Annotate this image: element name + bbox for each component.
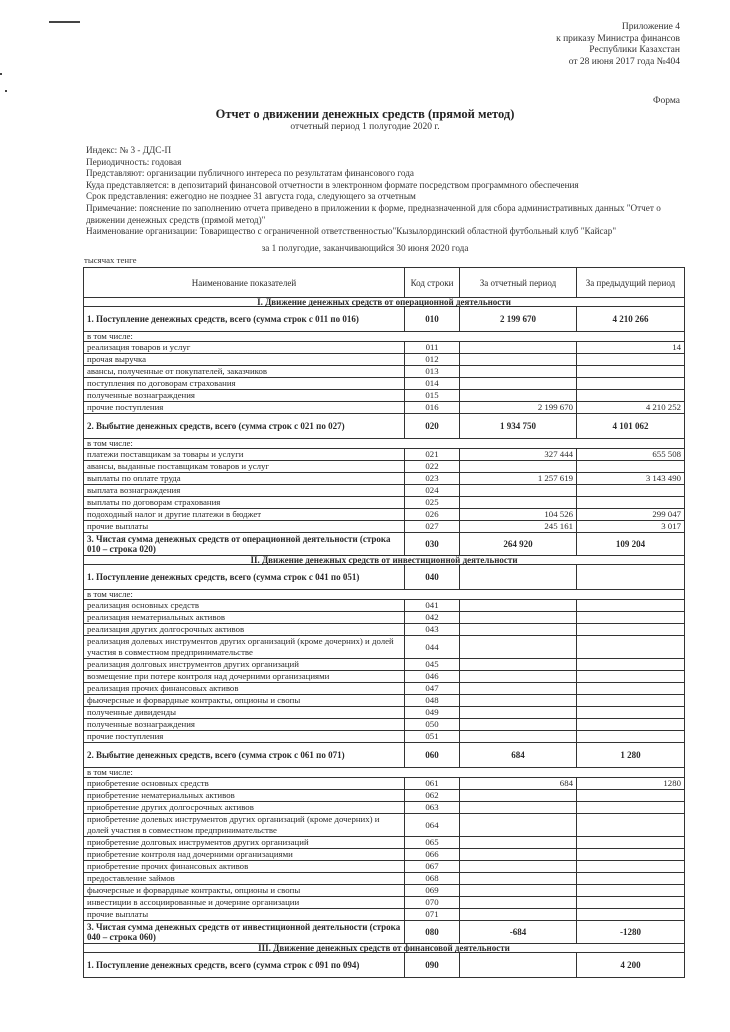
table-row bbox=[84, 885, 685, 897]
row-code: 080 bbox=[405, 921, 460, 944]
row-current-value bbox=[460, 461, 577, 473]
row-current-value bbox=[460, 624, 577, 636]
row-previous-value bbox=[577, 485, 685, 497]
row-label: прочие выплаты bbox=[84, 909, 405, 921]
header-previous: За предыдущий период bbox=[577, 268, 685, 298]
row-code: 013 bbox=[405, 366, 460, 378]
row-label: авансы, полученные от покупателей, заказчиков bbox=[84, 366, 405, 378]
table-row bbox=[84, 849, 685, 861]
row-code: 050 bbox=[405, 719, 460, 731]
table-row bbox=[84, 354, 685, 366]
row-code: 061 bbox=[405, 778, 460, 790]
row-label: поступления по договорам страхования bbox=[84, 378, 405, 390]
row-previous-value bbox=[577, 837, 685, 849]
row-label: прочие выплаты bbox=[84, 521, 405, 533]
row-label: 1. Поступление денежных средств, всего (сумма строк с 091 по 094) bbox=[84, 953, 405, 978]
row-code: 047 bbox=[405, 683, 460, 695]
table-row bbox=[84, 671, 685, 683]
scan-artifact-dot bbox=[0, 73, 2, 75]
table-row bbox=[84, 659, 685, 671]
row-current-value bbox=[460, 873, 577, 885]
table-row bbox=[84, 802, 685, 814]
row-previous-value bbox=[577, 636, 685, 659]
row-previous-value bbox=[577, 814, 685, 837]
row-previous-value bbox=[577, 897, 685, 909]
row-current-value bbox=[460, 719, 577, 731]
row-current-value bbox=[460, 612, 577, 624]
row-previous-value: 3 017 bbox=[577, 521, 685, 533]
approval-note bbox=[556, 22, 680, 68]
row-code: 041 bbox=[405, 600, 460, 612]
row-previous-value: 4 101 062 bbox=[577, 414, 685, 439]
row-code: 042 bbox=[405, 612, 460, 624]
row-current-value bbox=[460, 497, 577, 509]
row-label: прочие поступления bbox=[84, 402, 405, 414]
row-current-value: 264 920 bbox=[460, 533, 577, 556]
row-label: приобретение долевых инструментов других организаций (кроме дочерних) и долей участия в совместном предпринимательстве bbox=[84, 814, 405, 837]
row-label: 3. Чистая сумма денежных средств от операционной деятельности (строка 010 – строка 020) bbox=[84, 533, 405, 556]
including-label: в том числе: bbox=[84, 439, 685, 449]
page-title: Отчет о движении денежных средств (прямой метод) bbox=[215, 107, 515, 121]
row-previous-value bbox=[577, 707, 685, 719]
row-label: приобретение нематериальных активов bbox=[84, 790, 405, 802]
row-previous-value: 4 210 252 bbox=[577, 402, 685, 414]
row-code: 069 bbox=[405, 885, 460, 897]
section-title: I. Движение денежных средств от операционной деятельности bbox=[84, 298, 685, 307]
row-current-value bbox=[460, 790, 577, 802]
row-code: 063 bbox=[405, 802, 460, 814]
table-row bbox=[84, 390, 685, 402]
table-row bbox=[84, 497, 685, 509]
row-label: возмещение при потере контроля над дочерними организациями bbox=[84, 671, 405, 683]
row-code: 026 bbox=[405, 509, 460, 521]
row-previous-value: 1 280 bbox=[577, 743, 685, 768]
table-row bbox=[84, 636, 685, 659]
row-current-value bbox=[460, 814, 577, 837]
row-current-value bbox=[460, 802, 577, 814]
row-previous-value: 4 200 bbox=[577, 953, 685, 978]
net-total-row bbox=[84, 921, 685, 944]
row-previous-value bbox=[577, 461, 685, 473]
table-row bbox=[84, 366, 685, 378]
row-current-value bbox=[460, 485, 577, 497]
row-previous-value: 655 508 bbox=[577, 449, 685, 461]
table-row bbox=[84, 897, 685, 909]
row-previous-value bbox=[577, 624, 685, 636]
inflow-total-row bbox=[84, 307, 685, 332]
row-current-value bbox=[460, 885, 577, 897]
row-previous-value bbox=[577, 731, 685, 743]
row-previous-value bbox=[577, 354, 685, 366]
table-row bbox=[84, 719, 685, 731]
row-code: 010 bbox=[405, 307, 460, 332]
section-header-row bbox=[84, 944, 685, 953]
row-code: 068 bbox=[405, 873, 460, 885]
row-label: авансы, выданные поставщикам товаров и услуг bbox=[84, 461, 405, 473]
row-label: выплаты по оплате труда bbox=[84, 473, 405, 485]
row-code: 016 bbox=[405, 402, 460, 414]
table-row bbox=[84, 731, 685, 743]
table-row bbox=[84, 509, 685, 521]
row-previous-value bbox=[577, 802, 685, 814]
row-previous-value bbox=[577, 565, 685, 590]
approval-line: к приказу Министра финансов bbox=[556, 33, 680, 44]
table-row bbox=[84, 600, 685, 612]
row-previous-value bbox=[577, 671, 685, 683]
row-previous-value bbox=[577, 695, 685, 707]
including-row bbox=[84, 439, 685, 449]
section-header-row bbox=[84, 556, 685, 565]
including-label: в том числе: bbox=[84, 590, 685, 600]
section-header-row bbox=[84, 298, 685, 307]
row-previous-value bbox=[577, 659, 685, 671]
table-row bbox=[84, 449, 685, 461]
row-current-value: 2 199 670 bbox=[460, 307, 577, 332]
row-current-value: 684 bbox=[460, 743, 577, 768]
meta-where: Куда представляется: в депозитарий финансовой отчетности в электронном формате посредством программного обеспечения bbox=[86, 179, 579, 190]
row-code: 044 bbox=[405, 636, 460, 659]
row-code: 022 bbox=[405, 461, 460, 473]
row-previous-value bbox=[577, 600, 685, 612]
row-label: приобретение контроля над дочерними организациями bbox=[84, 849, 405, 861]
table-row bbox=[84, 814, 685, 837]
row-label: подоходный налог и другие платежи в бюджет bbox=[84, 509, 405, 521]
row-label: прочие поступления bbox=[84, 731, 405, 743]
row-code: 051 bbox=[405, 731, 460, 743]
row-current-value bbox=[460, 861, 577, 873]
row-current-value bbox=[460, 731, 577, 743]
row-label: платежи поставщикам за товары и услуги bbox=[84, 449, 405, 461]
row-current-value bbox=[460, 659, 577, 671]
row-code: 046 bbox=[405, 671, 460, 683]
row-code: 015 bbox=[405, 390, 460, 402]
row-code: 027 bbox=[405, 521, 460, 533]
row-code: 030 bbox=[405, 533, 460, 556]
row-label: предоставление займов bbox=[84, 873, 405, 885]
row-current-value bbox=[460, 683, 577, 695]
row-code: 067 bbox=[405, 861, 460, 873]
including-label: в том числе: bbox=[84, 332, 685, 342]
scan-artifact-line bbox=[49, 21, 80, 23]
row-label: 3. Чистая сумма денежных средств от инвестиционной деятельности (строка 040 – строка 060) bbox=[84, 921, 405, 944]
row-code: 040 bbox=[405, 565, 460, 590]
row-label: 1. Поступление денежных средств, всего (сумма строк с 011 по 016) bbox=[84, 307, 405, 332]
table-row bbox=[84, 707, 685, 719]
row-previous-value bbox=[577, 612, 685, 624]
row-label: полученные дивиденды bbox=[84, 707, 405, 719]
row-code: 049 bbox=[405, 707, 460, 719]
row-current-value bbox=[460, 354, 577, 366]
row-code: 011 bbox=[405, 342, 460, 354]
row-previous-value bbox=[577, 909, 685, 921]
row-current-value bbox=[460, 849, 577, 861]
row-code: 024 bbox=[405, 485, 460, 497]
row-label: фьючерсные и форвардные контракты, опционы и свопы bbox=[84, 885, 405, 897]
row-label: реализация прочих финансовых активов bbox=[84, 683, 405, 695]
row-current-value bbox=[460, 837, 577, 849]
inflow-total-row bbox=[84, 953, 685, 978]
row-label: 2. Выбытие денежных средств, всего (сумма строк с 061 по 071) bbox=[84, 743, 405, 768]
section-title: II. Движение денежных средств от инвестиционной деятельности bbox=[84, 556, 685, 565]
row-previous-value bbox=[577, 873, 685, 885]
row-label: полученные вознаграждения bbox=[84, 390, 405, 402]
table-row bbox=[84, 909, 685, 921]
outflow-total-row bbox=[84, 414, 685, 439]
row-current-value: 1 934 750 bbox=[460, 414, 577, 439]
table-row bbox=[84, 837, 685, 849]
meta-periodicity: Периодичность: годовая bbox=[86, 156, 182, 167]
row-code: 023 bbox=[405, 473, 460, 485]
table-row bbox=[84, 485, 685, 497]
row-current-value: 245 161 bbox=[460, 521, 577, 533]
row-current-value bbox=[460, 695, 577, 707]
row-code: 090 bbox=[405, 953, 460, 978]
row-label: реализация других долгосрочных активов bbox=[84, 624, 405, 636]
row-current-value: 684 bbox=[460, 778, 577, 790]
row-label: полученные вознаграждения bbox=[84, 719, 405, 731]
row-previous-value bbox=[577, 849, 685, 861]
row-label: фьючерсные и форвардные контракты, опционы и свопы bbox=[84, 695, 405, 707]
row-current-value bbox=[460, 600, 577, 612]
row-current-value bbox=[460, 342, 577, 354]
row-previous-value bbox=[577, 719, 685, 731]
row-code: 043 bbox=[405, 624, 460, 636]
header-current: За отчетный период bbox=[460, 268, 577, 298]
table-row bbox=[84, 695, 685, 707]
row-previous-value: 299 047 bbox=[577, 509, 685, 521]
row-previous-value bbox=[577, 390, 685, 402]
table-body bbox=[84, 298, 685, 978]
row-previous-value: -1280 bbox=[577, 921, 685, 944]
approval-line: от 28 июня 2017 года №404 bbox=[568, 56, 680, 67]
row-label: приобретение основных средств bbox=[84, 778, 405, 790]
row-current-value bbox=[460, 366, 577, 378]
header-label: Наименование показателей bbox=[84, 268, 405, 298]
row-code: 071 bbox=[405, 909, 460, 921]
row-current-value bbox=[460, 953, 577, 978]
page-subtitle: отчетный период 1 полугодие 2020 г. bbox=[290, 122, 440, 132]
net-total-row bbox=[84, 533, 685, 556]
row-code: 012 bbox=[405, 354, 460, 366]
units-label: тысячах тенге bbox=[84, 255, 137, 265]
row-current-value: 104 526 bbox=[460, 509, 577, 521]
meta-submitters: Представляют: организации публичного интереса по результатам финансового года bbox=[86, 168, 414, 179]
table-row bbox=[84, 790, 685, 802]
table-row bbox=[84, 461, 685, 473]
row-code: 070 bbox=[405, 897, 460, 909]
row-previous-value bbox=[577, 683, 685, 695]
row-label: приобретение долговых инструментов других организаций bbox=[84, 837, 405, 849]
meta-organization: Наименование организации: Товарищество с ограниченной ответственностью"Кызылординский областной футбольный клуб "Кайсар" bbox=[86, 226, 617, 237]
row-label: приобретение прочих финансовых активов bbox=[84, 861, 405, 873]
row-current-value: 1 257 619 bbox=[460, 473, 577, 485]
inflow-total-row bbox=[84, 565, 685, 590]
row-code: 065 bbox=[405, 837, 460, 849]
row-label: 2. Выбытие денежных средств, всего (сумма строк с 021 по 027) bbox=[84, 414, 405, 439]
including-row bbox=[84, 768, 685, 778]
row-label: реализация долевых инструментов других организаций (кроме дочерних) и долей участия в совместном предпринимательстве bbox=[84, 636, 405, 659]
row-code: 025 bbox=[405, 497, 460, 509]
row-previous-value bbox=[577, 885, 685, 897]
form-label: Форма bbox=[652, 96, 680, 106]
row-previous-value: 14 bbox=[577, 342, 685, 354]
approval-line: Республики Казахстан bbox=[589, 45, 680, 55]
table-row bbox=[84, 473, 685, 485]
table-row bbox=[84, 873, 685, 885]
meta-deadline: Срок представления: ежегодно не позднее 31 августа года, следующего за отчетным bbox=[86, 191, 416, 202]
row-previous-value: 1280 bbox=[577, 778, 685, 790]
row-label: приобретение других долгосрочных активов bbox=[84, 802, 405, 814]
row-label: выплаты по договорам страхования bbox=[84, 497, 405, 509]
table-row bbox=[84, 778, 685, 790]
row-current-value bbox=[460, 671, 577, 683]
meta-note: Примечание: пояснение по заполнению отчета приведено в приложении к форме, предназначенной для сбора административных данных "Отчет о движении денежных средств (прямой метод)" bbox=[86, 202, 661, 225]
row-previous-value: 3 143 490 bbox=[577, 473, 685, 485]
approval-line: Приложение 4 bbox=[621, 22, 680, 32]
row-current-value bbox=[460, 707, 577, 719]
row-current-value bbox=[460, 390, 577, 402]
table-row bbox=[84, 342, 685, 354]
table-row bbox=[84, 683, 685, 695]
row-code: 060 bbox=[405, 743, 460, 768]
row-current-value bbox=[460, 378, 577, 390]
report-metadata bbox=[86, 145, 686, 238]
table-row bbox=[84, 624, 685, 636]
table-row bbox=[84, 521, 685, 533]
row-previous-value bbox=[577, 366, 685, 378]
row-previous-value bbox=[577, 861, 685, 873]
row-label: реализация долговых инструментов других организаций bbox=[84, 659, 405, 671]
row-previous-value: 4 210 266 bbox=[577, 307, 685, 332]
row-current-value: 2 199 670 bbox=[460, 402, 577, 414]
scan-artifact-dot bbox=[5, 90, 7, 92]
row-label: реализация основных средств bbox=[84, 600, 405, 612]
including-label: в том числе: bbox=[84, 768, 685, 778]
row-label: прочая выручка bbox=[84, 354, 405, 366]
outflow-total-row bbox=[84, 743, 685, 768]
row-current-value bbox=[460, 636, 577, 659]
cash-flow-table bbox=[83, 267, 685, 978]
table-header-row bbox=[84, 268, 685, 298]
row-previous-value: 109 204 bbox=[577, 533, 685, 556]
row-previous-value bbox=[577, 378, 685, 390]
row-label: реализация товаров и услуг bbox=[84, 342, 405, 354]
section-title: III. Движение денежных средств от финансовой деятельности bbox=[84, 944, 685, 953]
row-code: 020 bbox=[405, 414, 460, 439]
table-row bbox=[84, 861, 685, 873]
row-current-value bbox=[460, 565, 577, 590]
row-code: 062 bbox=[405, 790, 460, 802]
row-label: 1. Поступление денежных средств, всего (сумма строк с 041 по 051) bbox=[84, 565, 405, 590]
row-previous-value bbox=[577, 497, 685, 509]
row-label: инвестиции в ассоциированные и дочерние организации bbox=[84, 897, 405, 909]
row-code: 048 bbox=[405, 695, 460, 707]
row-code: 064 bbox=[405, 814, 460, 837]
row-current-value: -684 bbox=[460, 921, 577, 944]
table-row bbox=[84, 612, 685, 624]
row-current-value bbox=[460, 897, 577, 909]
row-label: реализация нематериальных активов bbox=[84, 612, 405, 624]
row-code: 014 bbox=[405, 378, 460, 390]
including-row bbox=[84, 590, 685, 600]
header-code: Код строки bbox=[405, 268, 460, 298]
meta-index: Индекс: № 3 - ДДС-П bbox=[86, 145, 172, 155]
row-code: 021 bbox=[405, 449, 460, 461]
including-row bbox=[84, 332, 685, 342]
row-code: 066 bbox=[405, 849, 460, 861]
row-label: выплата вознаграждения bbox=[84, 485, 405, 497]
row-previous-value bbox=[577, 790, 685, 802]
row-current-value bbox=[460, 909, 577, 921]
period-line: за 1 полугодие, заканчивающийся 30 июня 2020 года bbox=[261, 243, 469, 253]
row-current-value: 327 444 bbox=[460, 449, 577, 461]
row-code: 045 bbox=[405, 659, 460, 671]
table-row bbox=[84, 378, 685, 390]
table-row bbox=[84, 402, 685, 414]
